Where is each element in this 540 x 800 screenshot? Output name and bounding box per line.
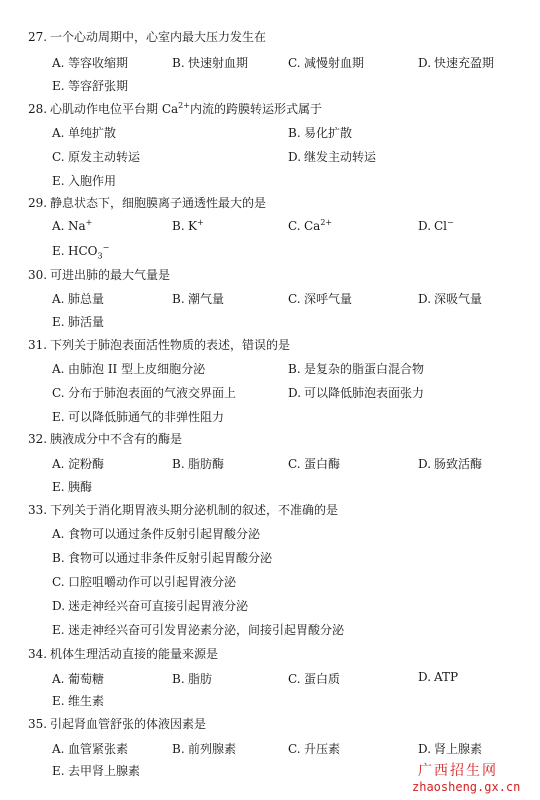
question-28 bbox=[28, 100, 322, 117]
option-d: D. 快速充盈期 bbox=[418, 56, 495, 70]
question-stem: 可进出肺的最大气量是 bbox=[50, 268, 171, 282]
option-a: A. 淀粉酶 bbox=[52, 457, 105, 471]
question-number: 34. bbox=[28, 647, 48, 661]
option-d: D. ATP bbox=[418, 670, 459, 684]
question-27 bbox=[28, 28, 266, 45]
option-a: A. 葡萄糖 bbox=[52, 672, 105, 686]
question-stem: 静息状态下，细胞膜离子通透性最大的是 bbox=[50, 196, 267, 210]
option-a: A. 食物可以通过条件反射引起胃酸分泌 bbox=[52, 527, 261, 541]
option-d: D. 可以降低肺泡表面张力 bbox=[288, 386, 425, 400]
option-a: A. 等容收缩期 bbox=[52, 56, 129, 70]
option-e: E. $HCO_3^-$ bbox=[52, 243, 110, 261]
option-a: A. 单纯扩散 bbox=[52, 126, 117, 140]
option-b: B. 快速射血期 bbox=[172, 56, 249, 70]
option-d: D. 肠致活酶 bbox=[418, 457, 483, 471]
question-31 bbox=[28, 336, 290, 353]
option-e: E. 可以降低肺通气的非弹性阻力 bbox=[52, 410, 225, 424]
option-e: E. 肺活量 bbox=[52, 315, 105, 329]
option-b: B. 易化扩散 bbox=[288, 126, 353, 140]
option-a: A. 由肺泡 II 型上皮细胞分泌 bbox=[52, 362, 206, 376]
option-b: B. 食物可以通过非条件反射引起胃酸分泌 bbox=[52, 551, 273, 565]
question-stem: 心肌动作电位平台期 $Ca^{2+}$内流的跨膜转运形式属于 bbox=[50, 101, 322, 116]
option-e: E. 去甲肾上腺素 bbox=[52, 764, 141, 778]
option-d: D. 深吸气量 bbox=[418, 292, 483, 306]
question-34 bbox=[28, 645, 218, 662]
question-35 bbox=[28, 715, 206, 732]
watermark-url: zhaosheng.gx.cn bbox=[412, 780, 521, 794]
option-b: B. 脂肪 bbox=[172, 672, 213, 686]
question-stem: 机体生理活动直接的能量来源是 bbox=[50, 647, 219, 661]
question-stem: 胰液成分中不含有的酶是 bbox=[50, 432, 183, 446]
question-number: 35. bbox=[28, 717, 48, 731]
question-number: 27. bbox=[28, 30, 48, 44]
option-e: E. 入胞作用 bbox=[52, 174, 117, 188]
option-c: C. 口腔咀嚼动作可以引起胃液分泌 bbox=[52, 575, 237, 589]
option-c: C. 原发主动转运 bbox=[52, 150, 141, 164]
question-stem: 下列关于肺泡表面活性物质的表述，错误的是 bbox=[50, 338, 291, 352]
question-stem: 下列关于消化期胃液头期分泌机制的叙述，不准确的是 bbox=[50, 503, 339, 517]
option-a: A. 肺总量 bbox=[52, 292, 105, 306]
question-number: 29. bbox=[28, 196, 48, 210]
option-d: D. Cl− bbox=[418, 218, 454, 233]
question-30 bbox=[28, 266, 170, 283]
option-a: A. Na+ bbox=[52, 218, 93, 233]
option-c: C. 分布于肺泡表面的气液交界面上 bbox=[52, 386, 237, 400]
question-stem: 一个心动周期中，心室内最大压力发生在 bbox=[50, 30, 267, 44]
option-e: E. 迷走神经兴奋可引发胃泌素分泌，间接引起胃酸分泌 bbox=[52, 623, 345, 637]
option-c: C. 升压素 bbox=[288, 742, 341, 756]
option-e: E. 胰酶 bbox=[52, 480, 93, 494]
option-c: C. 蛋白酶 bbox=[288, 457, 341, 471]
option-c: C. 减慢射血期 bbox=[288, 56, 365, 70]
option-b: B. 脂肪酶 bbox=[172, 457, 225, 471]
question-33 bbox=[28, 501, 338, 518]
question-number: 32. bbox=[28, 432, 48, 446]
option-d: D. 肾上腺素 bbox=[418, 742, 483, 756]
option-e: E. 维生素 bbox=[52, 694, 105, 708]
question-32 bbox=[28, 430, 182, 447]
option-d: D. 继发主动转运 bbox=[288, 150, 377, 164]
option-b: B. 是复杂的脂蛋白混合物 bbox=[288, 362, 425, 376]
option-c: C. $Ca^{2+}$ bbox=[288, 218, 333, 233]
option-c: C. 深呼气量 bbox=[288, 292, 353, 306]
watermark-title: 广西招生网 bbox=[418, 763, 498, 779]
question-number: 33. bbox=[28, 503, 48, 517]
question-29 bbox=[28, 194, 266, 211]
question-number: 31. bbox=[28, 338, 48, 352]
option-b: B. K+ bbox=[172, 218, 204, 233]
option-e: E. 等容舒张期 bbox=[52, 79, 129, 93]
option-d: D. 迷走神经兴奋可直接引起胃液分泌 bbox=[52, 599, 249, 613]
question-number: 28. bbox=[28, 102, 48, 116]
option-c: C. 蛋白质 bbox=[288, 672, 341, 686]
option-a: A. 血管紧张素 bbox=[52, 742, 129, 756]
option-b: B. 前列腺素 bbox=[172, 742, 237, 756]
question-stem: 引起肾血管舒张的体液因素是 bbox=[50, 717, 207, 731]
option-b: B. 潮气量 bbox=[172, 292, 225, 306]
question-number: 30. bbox=[28, 268, 48, 282]
